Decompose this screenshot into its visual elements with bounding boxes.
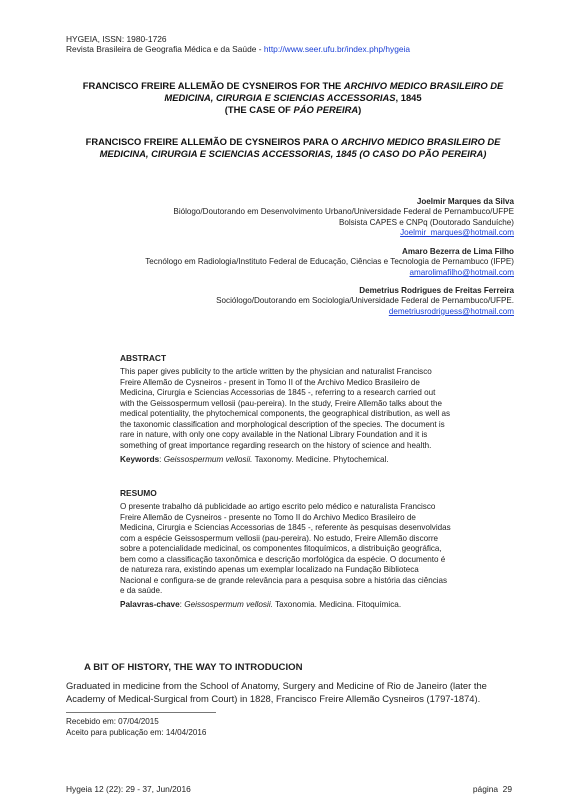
abstract-heading: ABSTRACT [120, 353, 167, 363]
author-affiliation: Sociólogo/Doutorando em Sociologia/Universidade Federal de Pernambuco/UFPE. [216, 296, 514, 306]
footnote-divider [66, 712, 216, 713]
abstract-keywords: Keywords: Geissospermum vellosii. Taxonomy. Medicine. Phytochemical. [120, 455, 389, 464]
author-name: Joelmir Marques da Silva [416, 197, 514, 206]
author-affiliation: Bolsista CAPES e CNPq (Doutorado Sanduíche) [338, 217, 514, 227]
footnote [66, 716, 206, 738]
author-email-link[interactable]: demetriusrodriguess@hotmail.com [388, 306, 514, 316]
section-heading: A BIT OF HISTORY, THE WAY TO INTRODUCION [84, 662, 303, 673]
resumo-text: O presente trabalho dá publicidade ao artigo escrito pelo médico e naturalista Francisco Freire Allemão de Cysneiros - presente no Tomo II do Archivo Medico Brasileiro de Medicina, Cirurgia e Sciencias Accessorias de 1845 -, referente às pesquisas desenvolvidas com a espécie Geissospermum vellosii (pau-pereira). No estudo, Freire Allemão discorre sobre a potencialidade medicinal, os componentes fitoquímicos, a distribuição geográfica, bem como a classificação taxonômica e descrição morfológica da espécie. O documento é de natureza rara, existindo apenas um exemplar localizado na Fundação Biblioteca Nacional e configura-se de grande relevância para a pesquisa sobre a história das ciências e da saúde. [120, 502, 451, 595]
title-english: FRANCISCO FREIRE ALLEMÃO DE CYSNEIROS FOR THE ARCHIVO MEDICO BRASILEIRO DE MEDICINA, CIRURGIA E SCIENCIAS ACCESSORIAS, 1845 (THE CASE OF PÁO PEREIRA) [82, 80, 504, 115]
journal-subtitle: Revista Brasileira de Geografia Médica e da Saúde - http://www.seer.ufu.br/index.php/hygeia [66, 44, 411, 54]
accepted-date: Aceito para publicação em: 14/04/2016 [66, 728, 207, 737]
author-affiliation: Biólogo/Doutorando em Desenvolvimento Urbano/Universidade Federal de Pernambuco/UFPE [173, 207, 514, 217]
author-email-link[interactable]: Joelmir_marques@hotmail.com [400, 228, 514, 238]
author-name: Demetrius Rodrigues de Freitas Ferreira [359, 286, 514, 295]
author-block-3 [216, 286, 514, 317]
author-block-2 [145, 247, 514, 278]
footer-citation: Hygeia 12 (22): 29 - 37, Jun/2016 [66, 784, 191, 794]
title-portuguese: FRANCISCO FREIRE ALLEMÃO DE CYSNEIROS PARA O ARCHIVO MEDICO BRASILEIRO DE MEDICINA, CIRURGIA E SCIENCIAS ACCESSORIAS, 1845 (O CASO DO PÃO PEREIRA) [85, 136, 501, 159]
abstract-text: This paper gives publicity to the article written by the physician and naturalist Francisco Freire Allemão de Cysneiros - present in Tomo II of the Archivo Medico Brasileiro de Medicina, Cirurgia e Sciencias Accessorias de 1845 -, referring to a research carried out with the Geissospermum vellosii (pau-pereira). In the study, Freire Allemão talks about the medical potentiality, the phytochemical components, the geographical distribution, as well as the taxonomic classification and morphological description of the species. The document is rare in nature, with only one copy available in the National Library Foundation and it is something of great importance regarding research on the history of science and health. [120, 367, 451, 450]
resumo-heading: RESUMO [120, 488, 157, 498]
author-affiliation: Tecnólogo em Radiologia/Instituto Federal de Educação, Ciências e Tecnologia de Pernambuco (IFPE) [145, 257, 514, 267]
footer-page-number: página 29 [472, 784, 512, 794]
author-block-1 [173, 197, 514, 239]
journal-url-link[interactable]: http://www.seer.ufu.br/index.php/hygeia [263, 44, 411, 54]
received-date: Recebido em: 07/04/2015 [66, 717, 159, 726]
resumo-keywords: Palavras-chave: Geissospermum vellosii. Taxonomia. Medicina. Fitoquímica. [120, 600, 402, 609]
author-email-link[interactable]: amarolimafilho@hotmail.com [409, 267, 514, 277]
section-body: Graduated in medicine from the School of Anatomy, Surgery and Medicine of Rio de Janeiro (later the Academy of Medical-Surgical from Court) in 1828, Francisco Freire Allemão Cysneiros (1797-1874). [66, 680, 487, 704]
author-name: Amaro Bezerra de Lima Filho [402, 247, 514, 256]
journal-issn: HYGEIA, ISSN: 1980-1726 [66, 34, 167, 44]
journal-header [66, 34, 410, 54]
